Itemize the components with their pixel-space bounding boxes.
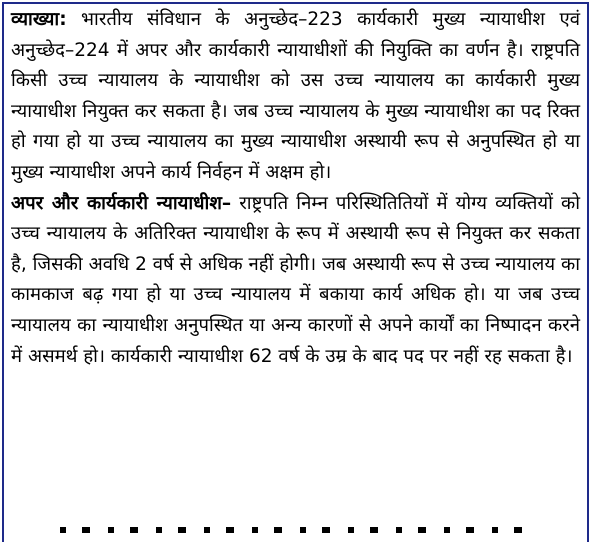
- text-box: [2, 2, 589, 542]
- explanation-text: भारतीय संविधान के अनुच्छेद–223 कार्यकारी मुख्य न्यायाधीश एवं अनुच्छेद–224 में अपर और कार्यकारी न्यायाधीशों की नियुक्ति का वर्णन है। राष्ट्रपति किसी उच्च न्यायालय के न्यायाधीश को उस उच्च न्यायालय का कार्यकारी मुख्य न्यायाधीश नियुक्त कर सकता है। जब उच्च न्यायालय के मुख्य न्यायाधीश का पद रिक्त हो गया हो या उच्च न्यायालय का मुख्य न्यायाधीश अस्थायी रूप से अनुपस्थित हो या मुख्य न्यायाधीश अपने कार्य निर्वहन में अक्षम हो।: [11, 9, 580, 183]
- cut-off-next-line: [0, 521, 593, 533]
- additional-judges-heading: अपर और कार्यकारी न्यायाधीश–: [11, 192, 232, 214]
- explanation-heading: व्याख्या:: [11, 9, 67, 30]
- additional-judges-text: राष्ट्रपति निम्न परिस्थितितियों में योग्य व्यक्तियों को उच्च न्यायालय के अतिरिक्त न्यायाधीश के रूप में अस्थायी रूप से नियुक्त कर सकता है, जिसकी अवधि 2 वर्ष से अधिक नहीं होगी। जब अस्थायी रूप से उच्च न्यायालय का कामकाज बढ़ गया हो या उच्च न्यायालय में बकाया कार्य अधिक हो। या जब उच्च न्यायालय का न्यायाधीश अनुपस्थित या अन्य कारणों से अपने कार्यों का निष्पादन करने में असमर्थ हो। कार्यकारी न्यायाधीश 62 वर्ष के उम्र के बाद पद पर नहीं रह सकता है।: [11, 192, 580, 367]
- additional-judges-paragraph: [11, 189, 580, 373]
- cut-off-glyphs: [60, 527, 530, 533]
- explanation-paragraph: [11, 5, 580, 189]
